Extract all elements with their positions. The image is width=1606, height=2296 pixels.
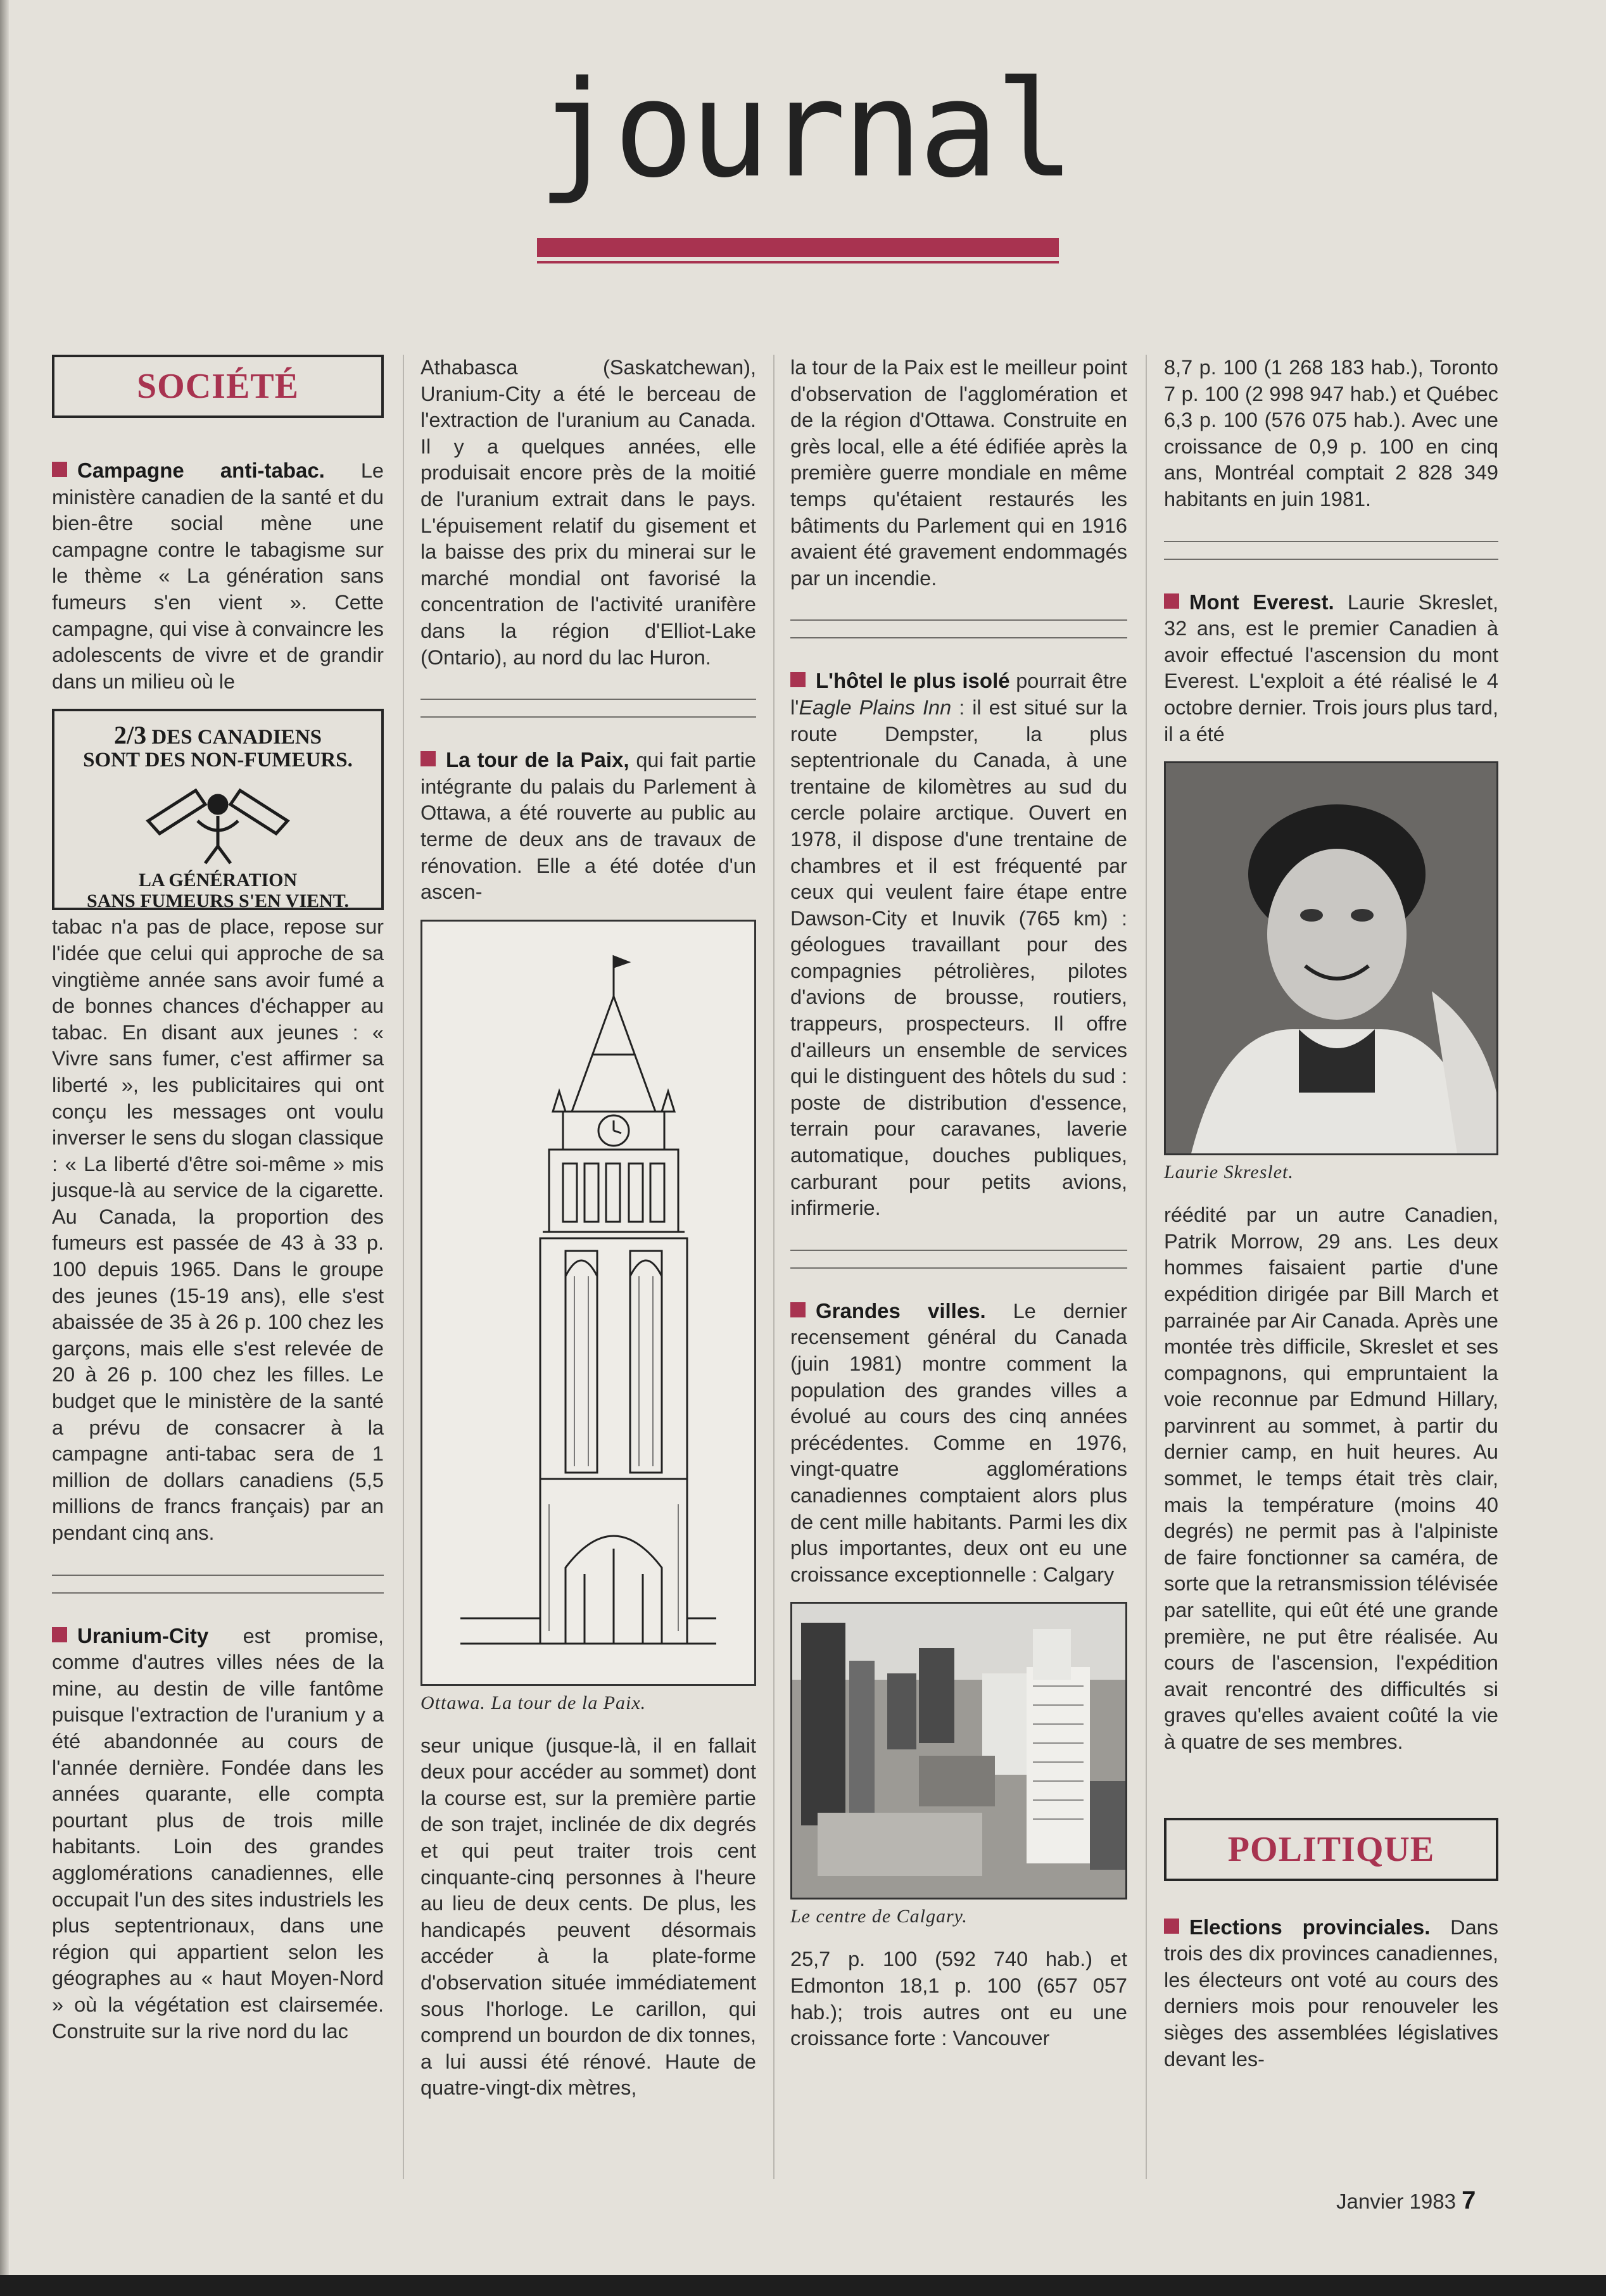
- bullet-icon: [1164, 593, 1179, 609]
- page-folio: [1336, 2186, 1476, 2215]
- article-tour-de-la-paix: [420, 747, 756, 906]
- article-text: Dans trois des dix provinces canadiennes, les électeurs ont voté au cours des derniers mois pour renouveler les sièges des assemblées législatives devant les-: [1164, 1915, 1499, 2071]
- article-campagne-anti-tabac: [52, 457, 384, 695]
- ad-fraction: 2/3: [113, 721, 147, 750]
- article-text-italic: Eagle Plains Inn: [799, 695, 952, 719]
- article-grandes-villes-continued: 25,7 p. 100 (592 740 hab.) et Edmonton 18,1 p. 100 (657 057 hab.); trois autres ont eu une croissance forte : Vancouver: [790, 1948, 1127, 2050]
- masthead-rule: [537, 261, 1059, 263]
- article-separator: [1164, 541, 1498, 560]
- bullet-icon: [52, 462, 67, 477]
- ad-logo-icon: [136, 771, 300, 866]
- bullet-icon: [1164, 1919, 1179, 1934]
- article-text: Le dernier recensement général du Canada (juin 1981) montre comment la population des grandes villes a évolué au cours des cinq années précédentes. Comme en 1976, vingt-quatre agglomérations canadiennes comptaient alors plus de cent mille habitants. Parmi les dix plus importantes, deux ont eu une croissance exceptionnelle : Calgary: [790, 1299, 1127, 1586]
- article-text: Le ministère canadien de la santé et du bien-être social mène une campagne contre le tabagisme sur le thème « La génération sans fumeurs s'en vient ». Cette campagne, qui vise à convaincre les adolescents de vivre et de grandir dans un milieu où le: [52, 459, 384, 693]
- article-lead: Grandes villes.: [816, 1298, 986, 1322]
- portrait-photo: [1164, 761, 1498, 1155]
- article-text: qui fait partie intégrante du palais du Parlement à Ottawa, a été rouverte au public au terme de deux ans de travaux de rénovation. Elle a été dotée d'un ascen-: [420, 749, 756, 904]
- section-heading-politique: POLITIQUE: [1164, 1818, 1498, 1881]
- article-separator: [790, 619, 1127, 638]
- portrait-drawing: [1166, 763, 1496, 1153]
- article-separator: [790, 1250, 1127, 1269]
- ad-non-fumeurs: [52, 709, 384, 910]
- ad-line-2: SONT DES NON-FUMEURS.: [83, 749, 353, 772]
- article-lead: Elections provinciales.: [1189, 1915, 1431, 1939]
- bullet-icon: [52, 1627, 67, 1642]
- section-heading-societe: SOCIÉTÉ: [52, 355, 384, 418]
- figure-caption: Le centre de Calgary.: [790, 1906, 968, 1927]
- figure-caption: Ottawa. La tour de la Paix.: [420, 1692, 647, 1713]
- column-3: [790, 355, 1127, 2191]
- skyline-drawing: [792, 1604, 1125, 1898]
- article-tour-continued: seur unique (jusque-là, il en fallait deux pour accéder au sommet) dont la course est, sur la première partie de son trajet, inclinée de dix degrés et qui peut traiter trois cent cinquante-cinq personnes à l'heure au lieu de deux cents. De plus, les handicapés peuvent désormais accéder à la plate-forme d'observation située immédiatement sous l'horloge. Le carillon, qui comprend un bourdon de dix tonnes, a lui aussi été rénové. Haute de quatre-vingt-dix mètres,: [420, 1734, 756, 2100]
- masthead-title: journal: [537, 52, 1072, 207]
- article-lead: Campagne anti-tabac.: [77, 459, 325, 482]
- tower-illustration: [420, 920, 756, 1686]
- article-text: est promise, comme d'autres villes nées de la mine, au destin de ville fantôme puisque l'extraction de l'uranium y a été abandonnée au cours de l'année dernière. Fondée dans les années quarante, elle compta pourtant plus de trois mille habitants. Loin des grandes agglomérations canadiennes, elle occupait l'un des sites industriels les plus septentrionaux, dans une région qui appartient selon les géographes au « haut Moyen-Nord » où la végétation est clairsemée. Construite sur la rive nord du lac: [52, 1624, 384, 2043]
- column-4: [1164, 355, 1498, 2191]
- article-uranium-city: [52, 1623, 384, 2045]
- figure-caption: Laurie Skreslet.: [1164, 1162, 1294, 1183]
- ad-line-4: SANS FUMEURS S'EN VIENT.: [87, 891, 349, 912]
- column-divider: [1146, 355, 1147, 2179]
- article-lead: L'hôtel le plus isolé: [816, 669, 1010, 693]
- article-grandes-villes-continued-2: 8,7 p. 100 (1 268 183 hab.), Toronto 7 p. 100 (2 998 947 hab.) et Québec 6,3 p. 100 (576 075 hab.). Avec une croissance de 0,9 p. 100 en cinq ans, Montréal comptait 2 828 349 habitants en juin 1981.: [1164, 356, 1498, 511]
- masthead-bar: [537, 238, 1059, 257]
- page-bottom-edge: [0, 2275, 1606, 2296]
- article-text: Laurie Skreslet, 32 ans, est le premier Canadien à avoir effectué l'ascension du mont Everest. L'exploit a été réalisé le 4 octobre dernier. Trois jours plus tard, il a été: [1164, 590, 1498, 745]
- article-hotel: [790, 668, 1127, 1221]
- skyline-photo: [790, 1602, 1127, 1900]
- column-divider: [773, 355, 775, 2179]
- article-mont-everest: [1164, 589, 1498, 748]
- article-text: pourrait être l': [790, 669, 1127, 719]
- article-lead: La tour de la Paix,: [446, 748, 629, 772]
- article-campagne-continued: tabac n'a pas de place, repose sur l'idée que celui qui approche de sa vingtième année sans avoir fumé a de bonnes chances d'échapper au tabac. En disant aux jeunes : « Vivre sans fumer, c'est affirmer sa liberté », les publicitaires qui ont conçu les messages ont voulu inverser le sens du slogan classique : « La liberté d'être soi-même » mis jusque-là au service de la cigarette. Au Canada, la proportion des fumeurs est passée de 43 à 33 p. 100 depuis 1965. Dans le groupe des jeunes (15-19 ans), elle s'est abaissée de 35 à 26 p. 100 chez les garçons, mais elle s'est relevée de 20 à 26 p. 100 chez les filles. Le budget que le ministère de la santé a prévu de consacrer à la campagne anti-tabac sera de 1 million de dollars canadiens (5,5 millions de francs français) par an pendant cinq ans.: [52, 915, 384, 1544]
- article-grandes-villes: [790, 1298, 1127, 1589]
- page-binding-shadow: [0, 0, 9, 2296]
- article-separator: [52, 1575, 384, 1594]
- tower-drawing: [422, 922, 754, 1684]
- bullet-icon: [790, 1302, 806, 1317]
- bullet-icon: [790, 672, 806, 687]
- ad-line-3: LA GÉNÉRATION: [138, 870, 298, 891]
- article-tour-continued-2: la tour de la Paix est le meilleur point d'observation de l'agglomération et de la région d'Ottawa. Construite en grès local, elle a été édifiée après la première guerre mondiale en même temps qu'étaient restaurés les bâtiments du Parlement qui en 1916 avaient été gravement endommagés par un incendie.: [790, 356, 1127, 590]
- article-everest-continued: réédité par un autre Canadien, Patrik Morrow, 29 ans. Les deux hommes faisaient partie d'une expédition dirigée par Bill March et parrainée par Air Canada. Après une montée très difficile, Skreslet et ses compagnons, qui empruntaient la voie reconnue par Edmund Hillary, parvinrent au sommet, à partir du dernier camp, en huit heures. Au sommet, le temps était très clair, mais la température (moins 40 degrés) ne permit pas à l'alpiniste de faire fonctionner sa caméra, de sorte que la retransmission télévisée par satellite, qui eût été une grande première, ne put être réalisée. Au cours de l'ascension, l'expédition avait rencontré des difficultés si graves qu'elles avaient coûté la vie à quatre de ses membres.: [1164, 1203, 1498, 1753]
- column-divider: [403, 355, 404, 2179]
- column-1: [52, 355, 384, 2191]
- ad-line-1: DES CANADIENS: [146, 726, 322, 749]
- bullet-icon: [420, 751, 436, 766]
- article-lead: Mont Everest.: [1189, 590, 1334, 614]
- folio-date: Janvier 1983: [1336, 2190, 1456, 2213]
- article-text: : il est situé sur la route Dempster, la plus septentrionale du Canada, à une trentaine de kilomètres au sud du cercle polaire arctique. Ouvert en 1978, il dispose d'une trentaine de chambres et il est fréquenté par ceux qui veulent faire étape entre Dawson-City et Inuvik (765 km) : géologues travaillant pour des compagnies pétrolières, pilotes d'avions de brousse, routiers, trappeurs, prospecteurs. Il offre d'ailleurs un ensemble de services qui le distinguent des hôtels du sud : poste de distribution d'essence, terrain pour caravanes, laverie automatique, douches publiques, carburant pour petits avions, infirmerie.: [790, 695, 1127, 1220]
- article-separator: [420, 699, 756, 718]
- article-elections: [1164, 1914, 1498, 2073]
- folio-page-number: 7: [1462, 2186, 1476, 2214]
- article-lead: Uranium-City: [77, 1623, 209, 1647]
- column-2: [420, 355, 756, 2191]
- article-uranium-continued: Athabasca (Saskatchewan), Uranium-City a été le berceau de l'extraction de l'uranium au Canada. Il y a quelques années, elle produisait encore près de la moitié de l'uranium extrait dans le pays. L'épuisement relatif du gisement et la baisse des prix du minerai sur le marché mondial ont favorisé la concentration de l'activité uranifère dans la région d'Elliot-Lake (Ontario), au nord du lac Huron.: [420, 356, 756, 669]
